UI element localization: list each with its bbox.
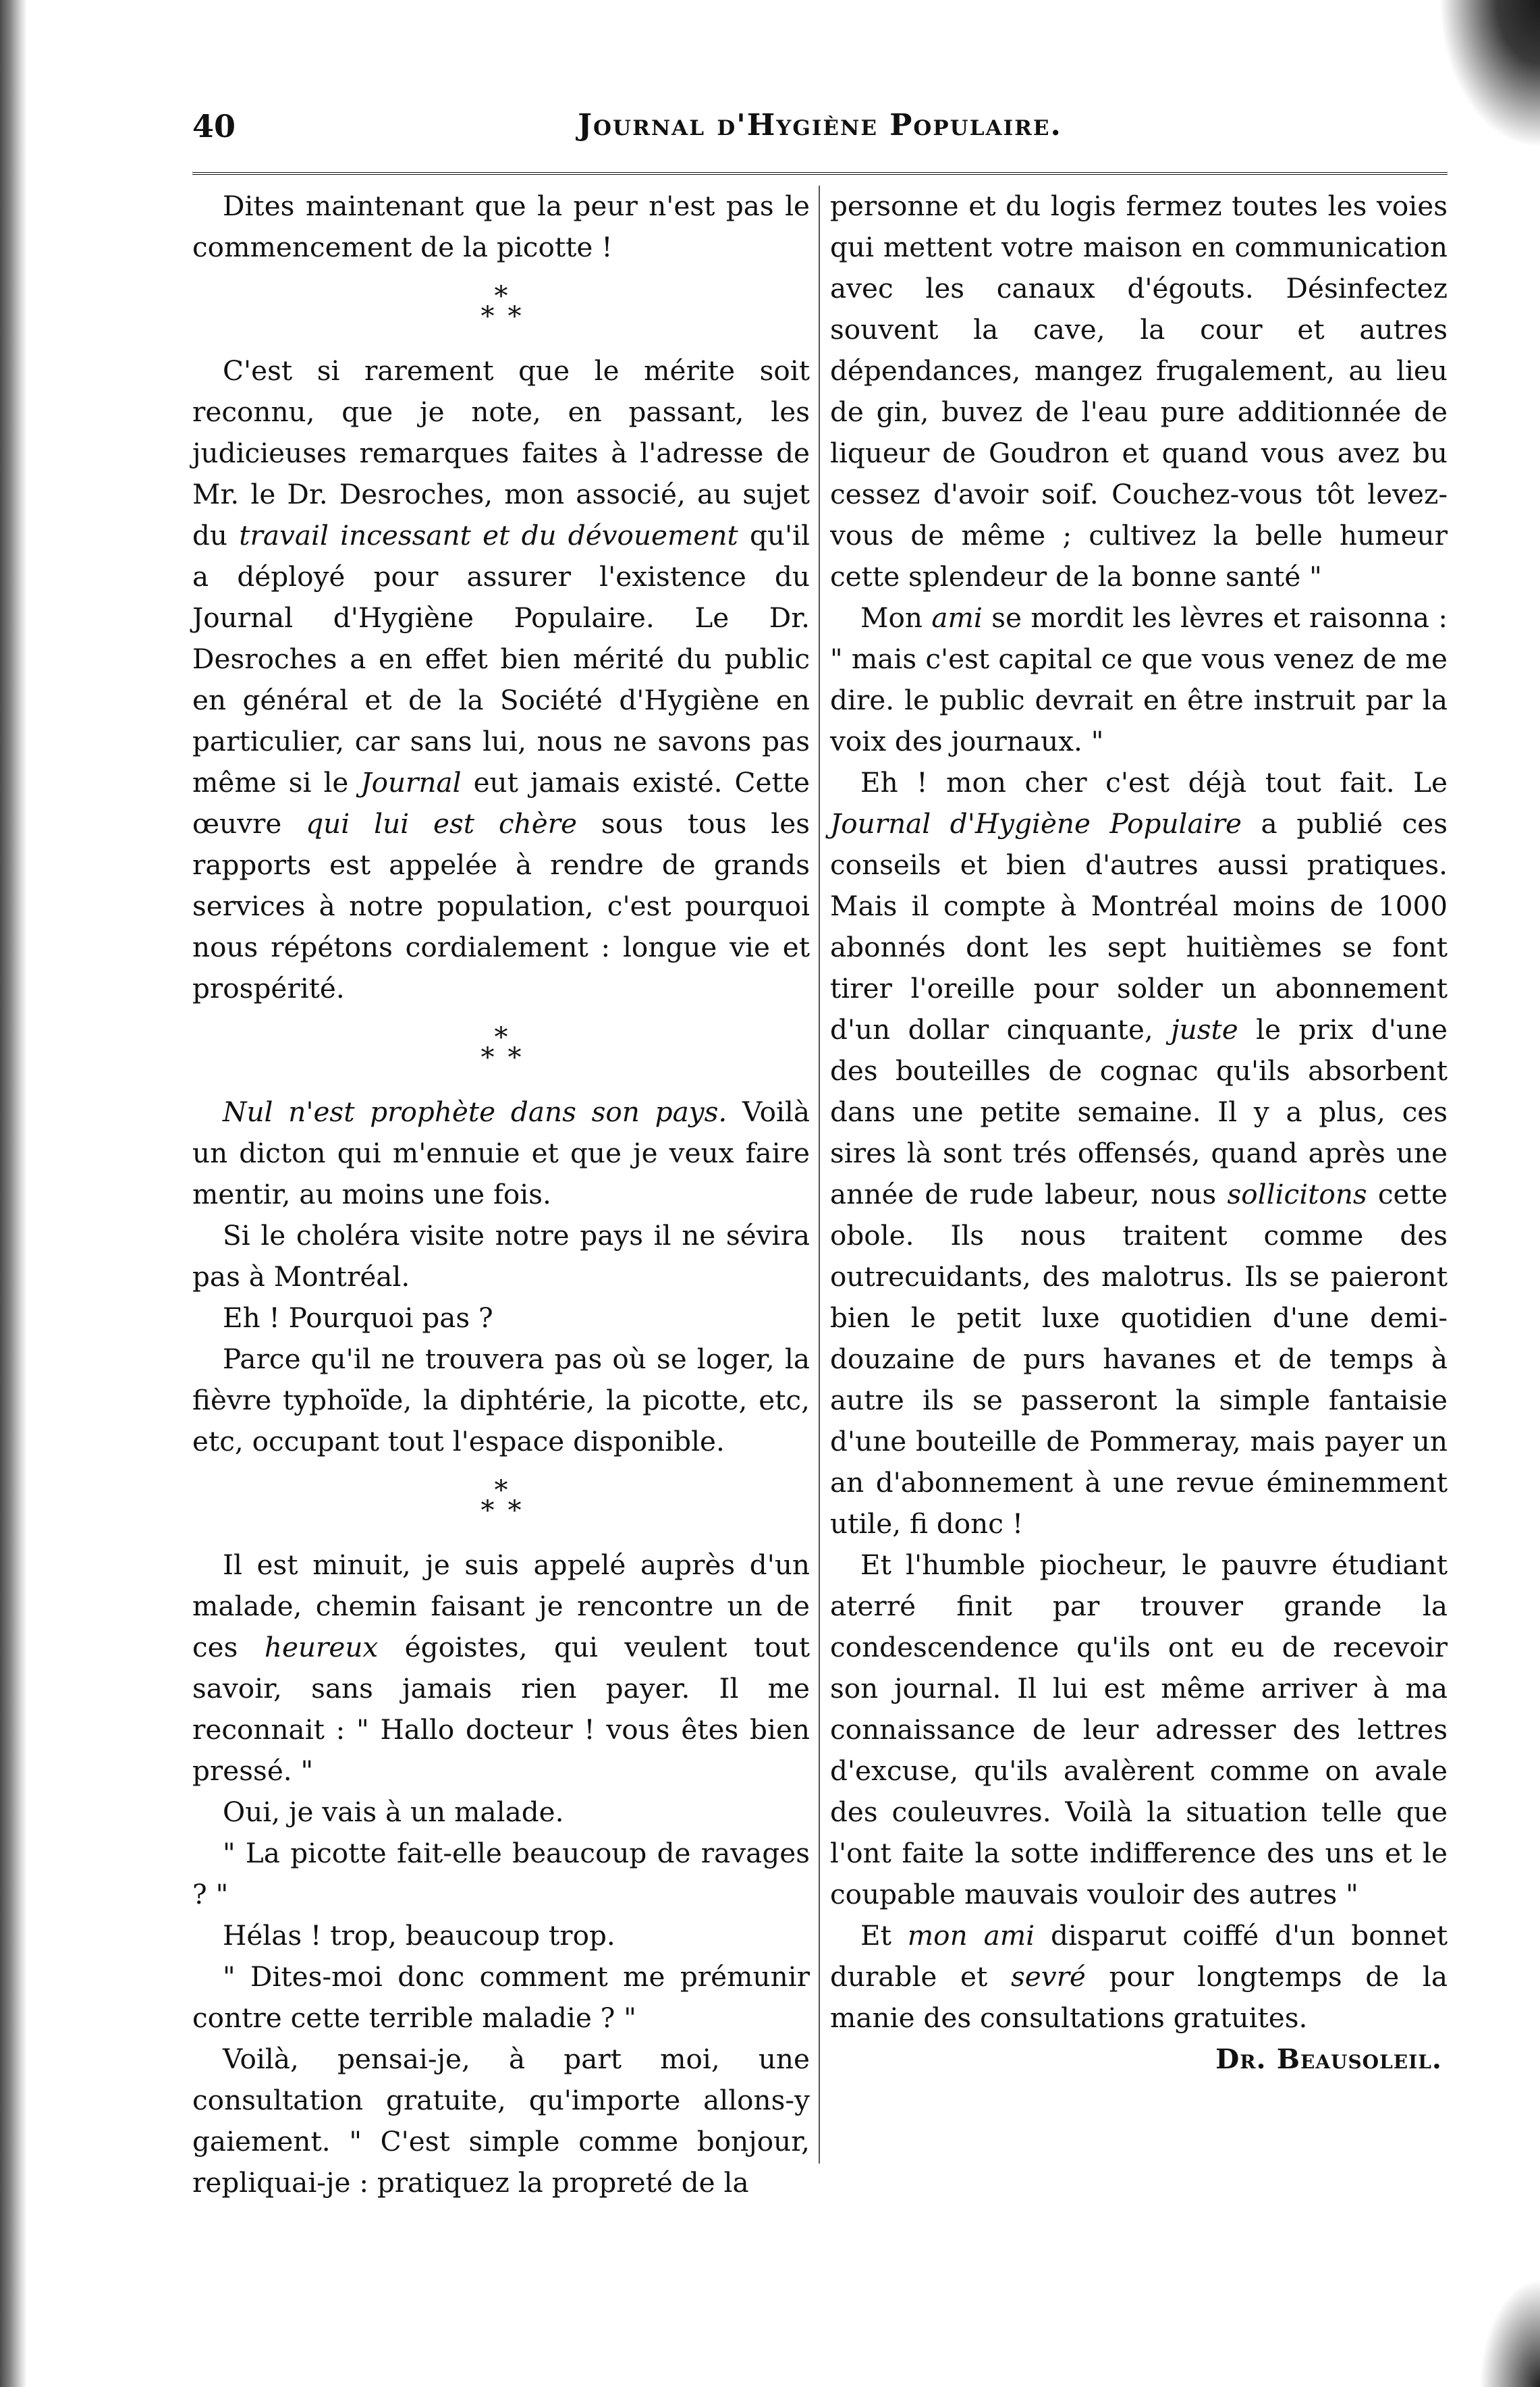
- paragraph: Mon ami se mordit les lèvres et raisonna : " mais c'est capital ce que vous venez de me dire. le public devrait en être instruit par la voix des journaux. ": [830, 601, 1448, 757]
- page-number: 40: [192, 108, 236, 144]
- paragraph: Nul n'est prophète dans son pays. Voilà un dicton qui m'ennuie et que je veux faire mentir, au moins une fois.: [192, 1096, 810, 1210]
- asterism: * * *: [480, 1475, 522, 1526]
- paragraph: Dites maintenant que la peur n'est pas le commencement de la picotte !: [192, 190, 810, 263]
- left-column: [192, 186, 810, 2203]
- asterism: * * *: [480, 1022, 522, 1073]
- paragraph: Il est minuit, je suis appelé auprès d'un malade, chemin faisant je rencontre un de ces heureux égoistes, qui veulent tout savoir, sans jamais rien payer. Il me reconnait : " Hallo docteur ! vous êtes bien pressé. ": [192, 1549, 810, 1787]
- scan-corner-shadow: [1439, 0, 1540, 149]
- right-column: [830, 186, 1448, 2080]
- paragraph: Et l'humble piocheur, le pauvre étudiant aterré finit par trouver grande la condescendence qu'ils ont eu de recevoir son journal. Il lui est même arriver à ma connaissance de leur adresser des lettres d'excuse, qu'ils avalèrent comme on avale des couleuvres. Voilà la situation telle que l'ont faite la sotte indifference des uns et le coupable mauvais vouloir des autres ": [830, 1549, 1448, 1910]
- paragraph: Et mon ami disparut coiffé d'un bonnet durable et sevré pour longtemps de la manie des consultations gratuites.: [830, 1919, 1448, 2034]
- paragraph: Voilà, pensai-je, à part moi, une consultation gratuite, qu'importe allons-y gaiement. " C'est simple comme bonjour, repliquai-je : pratiquez la propreté de la: [192, 2043, 810, 2199]
- paragraph: " La picotte fait-elle beaucoup de ravages ? ": [192, 1837, 810, 1910]
- header-rule: [192, 172, 1448, 175]
- asterism: * * *: [480, 281, 522, 332]
- paragraph: C'est si rarement que le mérite soit reconnu, que je note, en passant, les judicieuses remarques faites à l'adresse de Mr. le Dr. Desroches, mon associé, au sujet du travail incessant et du dévouement qu'il a déployé pour assurer l'existence du Journal d'Hygiène Populaire. Le Dr. Desroches a en effet bien mérité du public en général et de la Société d'Hygiène en particulier, car sans lui, nous ne savons pas même si le Journal eut jamais existé. Cette œuvre qui lui est chère sous tous les rapports est appelée à rendre de grands services à notre population, c'est pourquoi nous répétons cordialement : longue vie et prospérité.: [192, 354, 810, 1004]
- signature: Dr. Beausoleil.: [1215, 2043, 1442, 2075]
- paragraph: Hélas ! trop, beaucoup trop.: [223, 1919, 615, 1952]
- paragraph: Eh ! mon cher c'est déjà tout fait. Le Journal d'Hygiène Populaire a publié ces conseils et bien d'autres aussi pratiques. Mais il compte à Montréal moins de 1000 abonnés dont les sept huitièmes se font tirer l'oreille pour solder un abonnement d'un dollar cinquante, juste le prix d'une des bouteilles de cognac qu'ils absorbent dans une petite semaine. Il y a plus, ces sires là sont trés offensés, quand après une année de rude labeur, nous sollicitons cette obole. Ils nous traitent comme des outrecuidants, des malotrus. Ils se paieront bien le petit luxe quotidien d'une demi-douzaine de purs havanes et de temps à autre ils se passeront la simple fantaisie d'une bouteille de Pommeray, mais payer un an d'abonnement à une revue éminemment utile, fi donc !: [830, 766, 1448, 1540]
- paragraph: Si le choléra visite notre pays il ne sévira pas à Montréal.: [192, 1219, 810, 1293]
- scan-corner-shadow-bottom: [1479, 2279, 1540, 2387]
- paragraph: Oui, je vais à un malade.: [223, 1796, 564, 1828]
- paragraph: personne et du logis fermez toutes les voies qui mettent votre maison en communication avec les canaux d'égouts. Désinfectez souvent la cave, la cour et autres dépendances, mangez frugalement, au lieu de gin, buvez de l'eau pure additionnée de liqueur de Goudron et quand vous avez bu cessez d'avoir soif. Couchez-vous tôt levez-vous de même ; cultivez la belle humeur cette splendeur de la bonne santé ": [830, 190, 1448, 593]
- paragraph: Eh ! Pourquoi pas ?: [223, 1302, 493, 1334]
- page-header: [192, 108, 1448, 155]
- paragraph: Parce qu'il ne trouvera pas où se loger, la fièvre typhoïde, la diphtérie, la picotte, etc, etc, occupant tout l'espace disponible.: [192, 1343, 810, 1457]
- running-title: Journal d'Hygiène Populaire.: [578, 108, 1062, 142]
- column-divider: [819, 186, 820, 2164]
- scan-edge-shadow: [0, 0, 27, 2387]
- paragraph: " Dites-moi donc comment me prémunir contre cette terrible maladie ? ": [192, 1960, 810, 2034]
